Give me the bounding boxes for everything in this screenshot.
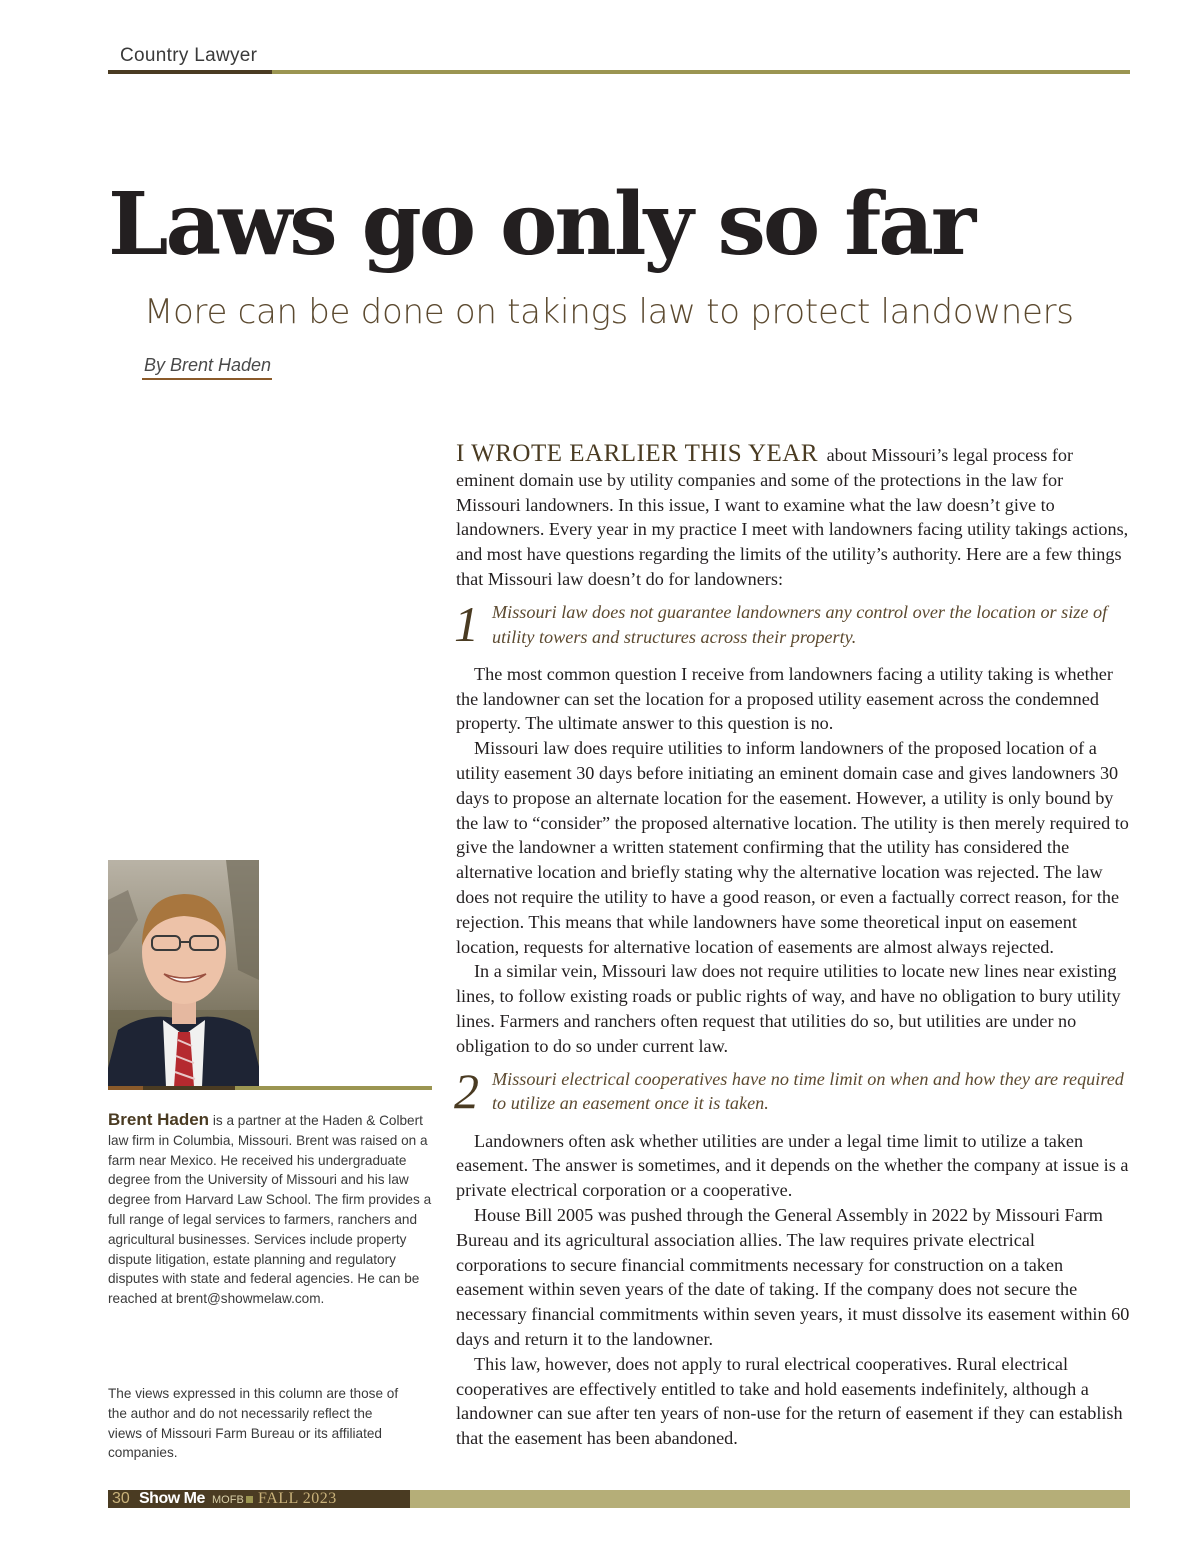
point-1-text: Missouri law does not guarantee landowners any control over the location or size of utility towers and structures across their property. — [492, 601, 1108, 647]
author-photo — [108, 860, 259, 1087]
section-label: Country Lawyer — [120, 45, 258, 66]
byline: By Brent Haden — [144, 355, 272, 375]
intro-text: about Missouri’s legal process for eminent domain use by utility companies and some of the protections in the law for Missouri landowners. In this issue, I want to examine what the law doesn’t give to landowners. Every year in my practice I meet with landowners facing utility takings actions, and most have questions regarding the limits of the utility’s authority. Here are a few things that Missouri law doesn’t do for landowners: — [456, 445, 1129, 589]
publisher-name: MOFB — [212, 1494, 244, 1506]
page-number: 30 — [112, 1490, 130, 1507]
disclaimer: The views expressed in this column are those of the author and do not necessarily reflect the views of Missouri Farm Bureau or its affiliated companies. — [108, 1386, 399, 1461]
photo-rule-accent-dark — [143, 1086, 235, 1090]
paragraph-3: In a similar vein, Missouri law does not require utilities to locate new lines near existing lines, to follow existing roads or public rights of way, and have no obligation to bury utility lines. Farmers and ranchers often request that utilities do so, but utilities are under no obligation to do so under current law. — [456, 961, 1121, 1056]
author-name: Brent Haden — [108, 1110, 210, 1129]
paragraph-2: Missouri law does require utilities to inform landowners of the proposed location of a utility easement 30 days before initiating an eminent domain case and gives landowners 30 days to propose an alternate location for the easement. However, a utility is only bound by the law to “consider” the proposed alternative location. The utility is then merely required to give the landowner a written statement confirming that the utility has considered the alternative location and briefly stating why the alternative location was rejected. The law does not require the utility to have a good reason, or even a factually correct reason, for the rejection. This means that while landowners have some theoretical input on easement location, requests for alternative location of easements are almost always rejected. — [456, 738, 1129, 957]
article-body — [456, 442, 1130, 1451]
author-bio — [108, 1110, 433, 1309]
paragraph-5: House Bill 2005 was pushed through the General Assembly in 2022 by Missouri Farm Bureau and its agricultural association allies. The law requires private electrical corporations to secure financial commitments necessary for construction on a taken easement within seven years of the date of taking. If the company does not secure the necessary financial commitments within seven years, it must dissolve its easement within 60 days and return it to the landowner. — [456, 1204, 1130, 1349]
headline: Laws go only so far — [108, 174, 974, 275]
point-1 — [454, 595, 1130, 652]
intro-paragraph — [456, 442, 1130, 592]
photo-rule-accent — [108, 1086, 143, 1090]
header-rule-accent — [108, 70, 272, 74]
paragraph-6: This law, however, does not apply to rural electrical cooperatives. Rural electrical cooperatives are effectively entitled to take and hold easements indefinitely, although a landowner can sue after ten years of non-use for the return of easement if they can establish that the easement has been abandoned. — [456, 1353, 1123, 1449]
point-2-number: 2 — [454, 1062, 479, 1119]
issue-label: FALL 2023 — [258, 1490, 337, 1507]
paragraph-1: The most common question I receive from landowners facing a utility taking is whether the landowner can set the location for a proposed utility easement across the condemned property. The ultimate answer to this question is no. — [456, 663, 1113, 734]
subheadline: More can be done on takings law to protect landowners — [144, 292, 1074, 332]
magazine-name: Show Me — [139, 1490, 205, 1507]
footer-square-icon — [246, 1496, 253, 1503]
point-2 — [454, 1062, 1130, 1119]
author-bio-text: is a partner at the Haden & Colbert law firm in Columbia, Missouri. Brent was raised on a farm near Mexico. He received his undergraduate degree from the University of Missouri and his law degree from Harvard Law School. The firm provides a full range of legal services to farmers, ranchers and agricultural businesses. Services include property dispute litigation, estate planning and regulatory disputes with state and federal agencies. He can be reached at brent@showmelaw.com. — [108, 1113, 432, 1307]
paragraph-4: Landowners often ask whether utilities are under a legal time limit to utilize a taken easement. The answer is sometimes, and it depends on the whether the company at issue is a private electrical corporation or a cooperative. — [456, 1130, 1129, 1201]
lead-in: I WROTE EARLIER THIS YEAR — [456, 440, 819, 467]
point-2-text: Missouri electrical cooperatives have no time limit on when and how they are required to utilize an easement once it is taken. — [492, 1068, 1124, 1114]
byline-underline — [142, 378, 272, 380]
point-1-number: 1 — [454, 595, 479, 652]
